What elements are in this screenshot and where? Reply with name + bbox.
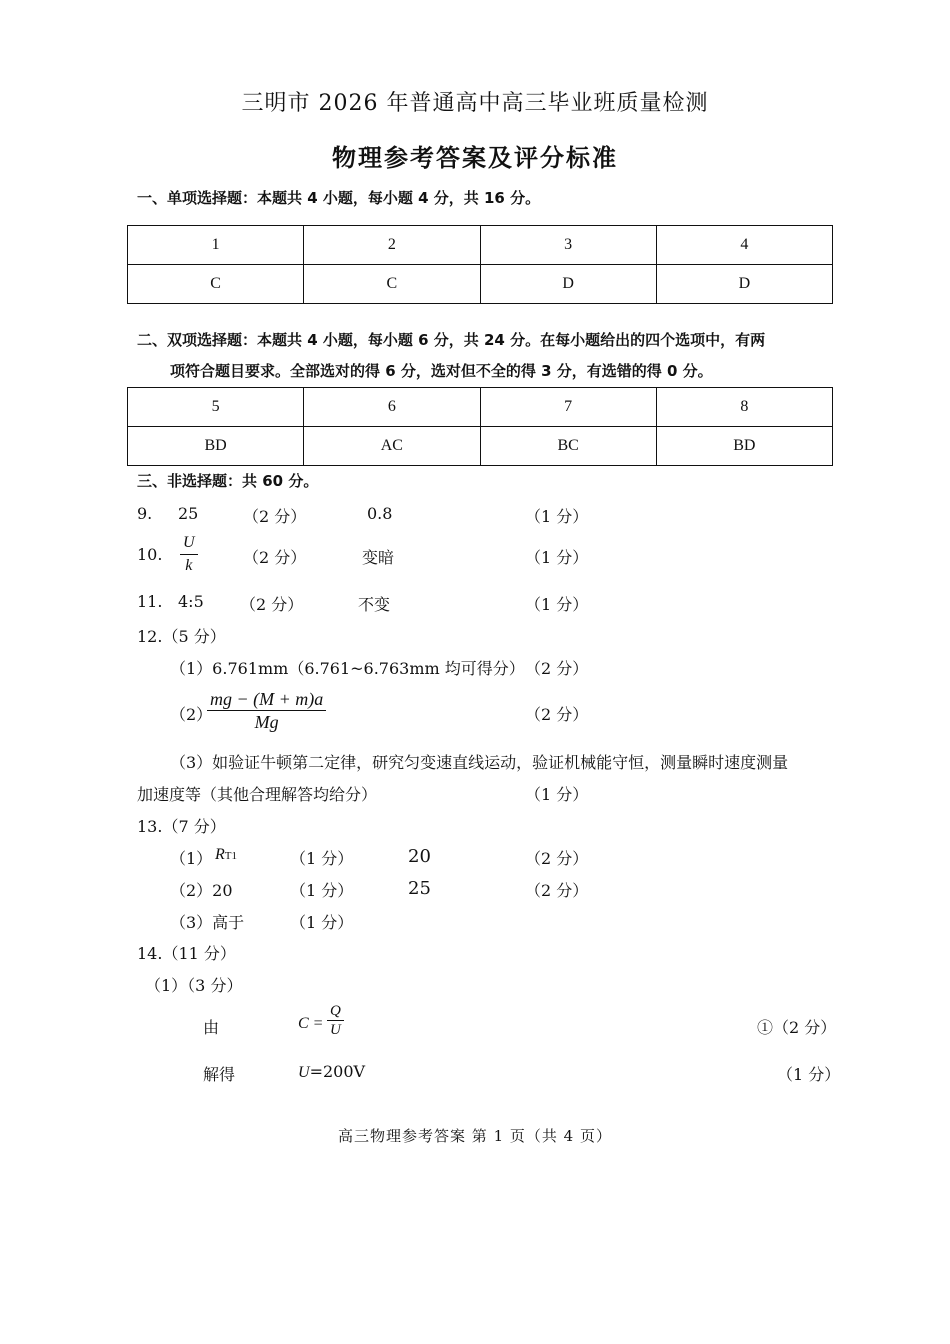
q12-part3-line2: 加速度等（其他合理解答均给分） <box>137 785 378 804</box>
document-subtitle: 物理参考答案及评分标准 <box>332 143 618 172</box>
q12-part2-fraction <box>207 688 326 733</box>
section2-heading-line1: 二、双项选择题：本题共 4 小题，每小题 6 分，共 24 分。在每小题给出的四个选项中，有两 <box>137 331 766 349</box>
q14-result-variable: U <box>298 1064 310 1081</box>
table-row <box>128 388 833 427</box>
question-number: 5 <box>128 388 304 427</box>
q10-fraction-numerator: U <box>180 532 198 555</box>
q9-number: 9. <box>137 504 153 523</box>
q13-row3-label: （3）高于 <box>170 913 245 932</box>
q10-answer2: 变暗 <box>362 548 395 567</box>
q13-row1-score1: （1 分） <box>290 849 354 868</box>
answer-cell: BC <box>480 427 656 466</box>
q14-you-label: 由 <box>203 1018 220 1037</box>
section1-heading: 一、单项选择题：本题共 4 小题，每小题 4 分，共 16 分。 <box>137 189 541 207</box>
question-number: 1 <box>128 226 304 265</box>
q13-r-symbol: R <box>215 846 225 863</box>
q10-score1: （2 分） <box>243 548 307 567</box>
answer-cell: C <box>128 265 304 304</box>
q11-score2: （1 分） <box>525 595 589 614</box>
q13-r-subscript: T1 <box>224 850 238 862</box>
q14-part1-heading: （1）（3 分） <box>145 976 243 995</box>
answer-cell: AC <box>304 427 480 466</box>
q11-number: 11. <box>137 592 163 611</box>
q12-part1-score: （2 分） <box>525 659 589 678</box>
q12-heading: 12.（5 分） <box>137 627 226 646</box>
q14-equation-score: ①（2 分） <box>757 1018 837 1037</box>
q13-row2-label: （2）20 <box>170 881 233 900</box>
question-number: 2 <box>304 226 480 265</box>
question-number: 6 <box>304 388 480 427</box>
q14-heading: 14.（11 分） <box>137 944 236 963</box>
page-footer: 高三物理参考答案 第 1 页（共 4 页） <box>338 1127 612 1145</box>
section2-answer-table <box>127 387 833 466</box>
q13-row2-score1: （1 分） <box>290 881 354 900</box>
q12-fraction-numerator: mg − (M + m)a <box>207 688 326 711</box>
q9-score1: （2 分） <box>243 507 307 526</box>
question-number: 8 <box>656 388 832 427</box>
answer-cell: D <box>656 265 832 304</box>
q12-part3-line1: （3）如验证牛顿第二定律，研究匀变速直线运动，验证机械能守恒，测量瞬时速度测量 <box>170 753 789 772</box>
q10-fraction <box>180 532 198 577</box>
q14-equation-fraction <box>327 1002 344 1039</box>
answer-cell: BD <box>128 427 304 466</box>
q12-fraction-denominator: Mg <box>254 712 279 732</box>
question-number: 3 <box>480 226 656 265</box>
table-row <box>128 265 833 304</box>
document-title: 三明市 2026 年普通高中高三毕业班质量检测 <box>241 91 709 116</box>
q9-score2: （1 分） <box>525 507 589 526</box>
q14-fraction-denominator: U <box>330 1022 341 1038</box>
q11-score1: （2 分） <box>240 595 304 614</box>
q13-heading: 13.（7 分） <box>137 817 226 836</box>
q13-row2-score2: （2 分） <box>525 881 589 900</box>
q13-row1-symbol <box>215 846 237 864</box>
q13-row1-score2: （2 分） <box>525 849 589 868</box>
q12-part2-score: （2 分） <box>525 705 589 724</box>
q14-equation-lhs: C = <box>298 1015 324 1032</box>
answer-cell: D <box>480 265 656 304</box>
question-number: 7 <box>480 388 656 427</box>
table-row <box>128 226 833 265</box>
section1-answer-table <box>127 225 833 304</box>
q11-answer1: 4:5 <box>178 592 204 611</box>
q13-row3-score1: （1 分） <box>290 913 354 932</box>
q12-part3-score: （1 分） <box>525 785 589 804</box>
q14-result <box>298 1062 365 1082</box>
question-number: 4 <box>656 226 832 265</box>
q12-part2-label: （2） <box>170 705 213 724</box>
q14-result-value: =200V <box>309 1062 366 1081</box>
q9-answer2: 0.8 <box>367 504 393 523</box>
q12-part1: （1）6.761mm（6.761~6.763mm 均可得分） <box>170 659 525 678</box>
q10-fraction-denominator: k <box>185 557 193 574</box>
q10-number: 10. <box>137 545 163 564</box>
q9-answer1: 25 <box>178 504 199 523</box>
q11-answer2: 不变 <box>358 595 391 614</box>
q14-jiede-label: 解得 <box>203 1065 236 1084</box>
section2-heading-line2: 项符合题目要求。全部选对的得 6 分，选对但不全的得 3 分，有选错的得 0 分。 <box>170 362 713 380</box>
q14-result-score: （1 分） <box>777 1065 841 1084</box>
q10-score2: （1 分） <box>525 548 589 567</box>
table-row <box>128 427 833 466</box>
section3-heading: 三、非选择题：共 60 分。 <box>137 472 319 490</box>
q13-row1-label: （1） <box>170 849 213 868</box>
q14-fraction-numerator: Q <box>327 1002 344 1021</box>
answer-cell: BD <box>656 427 832 466</box>
answer-cell: C <box>304 265 480 304</box>
q13-row1-answer2: 20 <box>408 846 431 867</box>
q13-row2-answer2: 25 <box>408 878 431 899</box>
